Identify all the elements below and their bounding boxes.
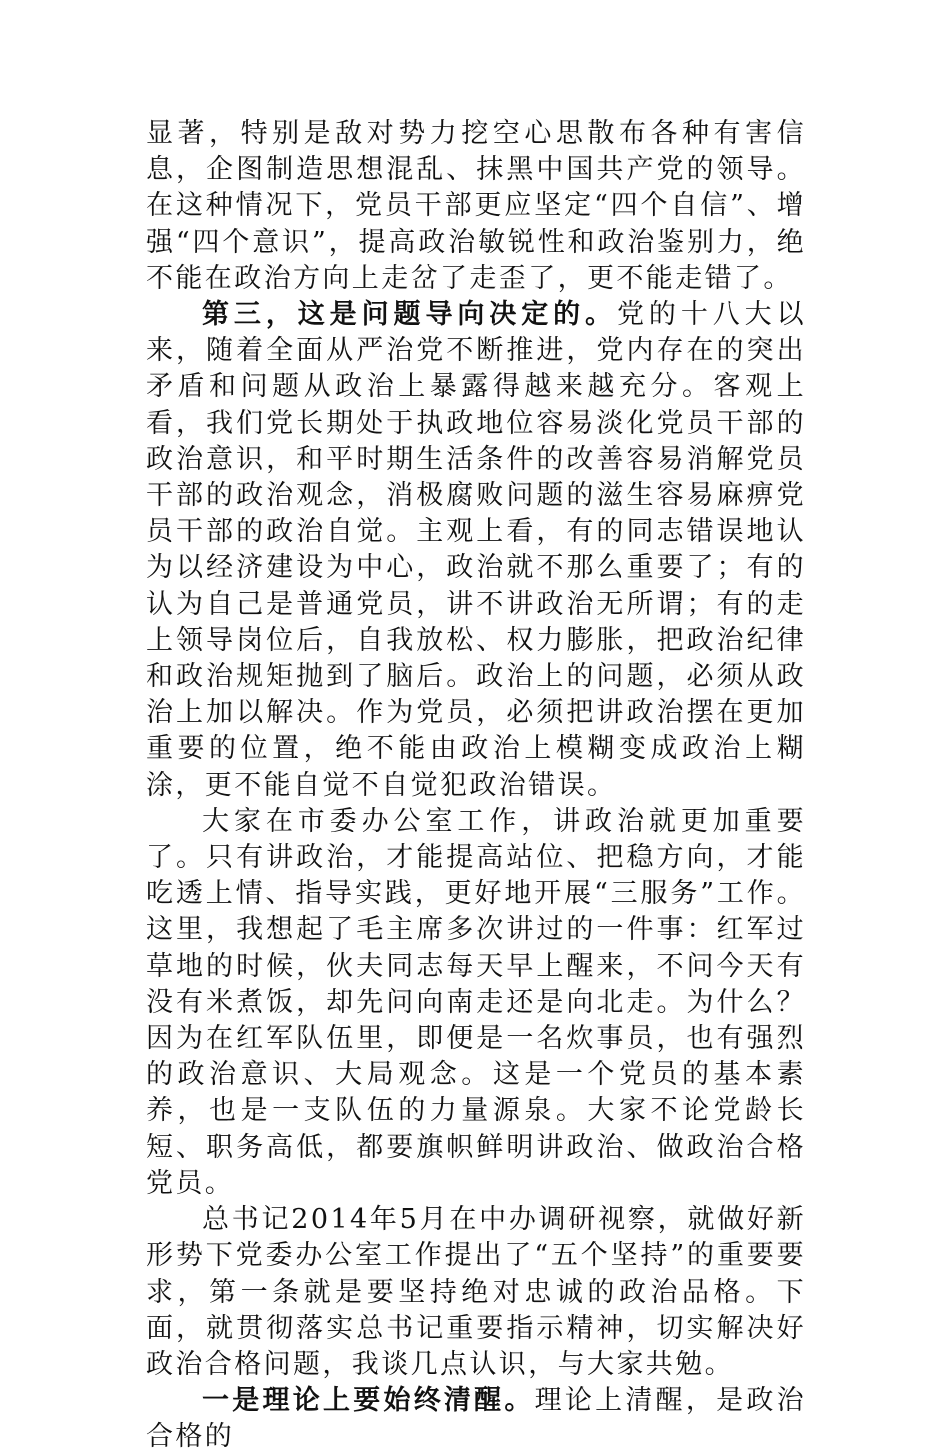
paragraph-5-lead: 一是理论上要始终清醒。 (202, 1385, 535, 1417)
paragraph-5 (146, 1383, 806, 1455)
paragraph-1-text: 显著，特别是敌对势力挖空心思散布各种有害信息，企图制造思想混乱、抹黑中国共产党的领导。在这种情况下，党员干部更应坚定“四个自信”、增强“四个意识”，提高政治敏锐性和政治鉴别力，绝不能在政治方向上走岔了走歪了，更不能走错了。 (146, 118, 806, 294)
paragraph-4-text: 总书记2014年5月在中办调研视察，就做好新形势下党委办公室工作提出了“五个坚持”的重要要求，第一条就是要坚持绝对忠诚的政治品格。下面，就贯彻落实总书记重要指示精神，切实解决好政治合格问题，我谈几点认识，与大家共勉。 (146, 1204, 806, 1380)
paragraph-5-text: 理论上清醒，是政治合格的 (146, 1385, 806, 1453)
paragraph-1 (146, 116, 806, 297)
paragraph-2-lead: 第三，这是问题导向决定的。 (202, 299, 617, 331)
paragraph-2 (146, 297, 806, 804)
paragraph-3-text: 大家在市委办公室工作，讲政治就更加重要了。只有讲政治，才能提高站位、把稳方向，才能吃透上情、指导实践，更好地开展“三服务”工作。这里，我想起了毛主席多次讲过的一件事：红军过草地的时候，伙夫同志每天早上醒来，不问今天有没有米煮饭，却先问向南走还是向北走。为什么？因为在红军队伍里，即便是一名炊事员，也有强烈的政治意识、大局观念。这是一个党员的基本素养，也是一支队伍的力量源泉。大家不论党龄长短、职务高低，都要旗帜鲜明讲政治、做政治合格党员。 (146, 805, 806, 1199)
paragraph-4 (146, 1202, 806, 1383)
paragraph-2-text: 党的十八大以来，随着全面从严治党不断推进，党内存在的突出矛盾和问题从政治上暴露得越来越充分。客观上看，我们党长期处于执政地位容易淡化党员干部的政治意识，和平时期生活条件的改善容易消解党员干部的政治观念，消极腐败问题的滋生容易麻痹党员干部的政治自觉。主观上看，有的同志错误地认为以经济建设为中心，政治就不那么重要了；有的认为自己是普通党员，讲不讲政治无所谓；有的走上领导岗位后，自我放松、权力膨胀，把政治纪律和政治规矩抛到了脑后。政治上的问题，必须从政治上加以解决。作为党员，必须把讲政治摆在更加重要的位置，绝不能由政治上模糊变成政治上糊涂，更不能自觉不自觉犯政治错误。 (146, 299, 806, 801)
paragraph-3 (146, 804, 806, 1202)
body-text (146, 116, 806, 1456)
